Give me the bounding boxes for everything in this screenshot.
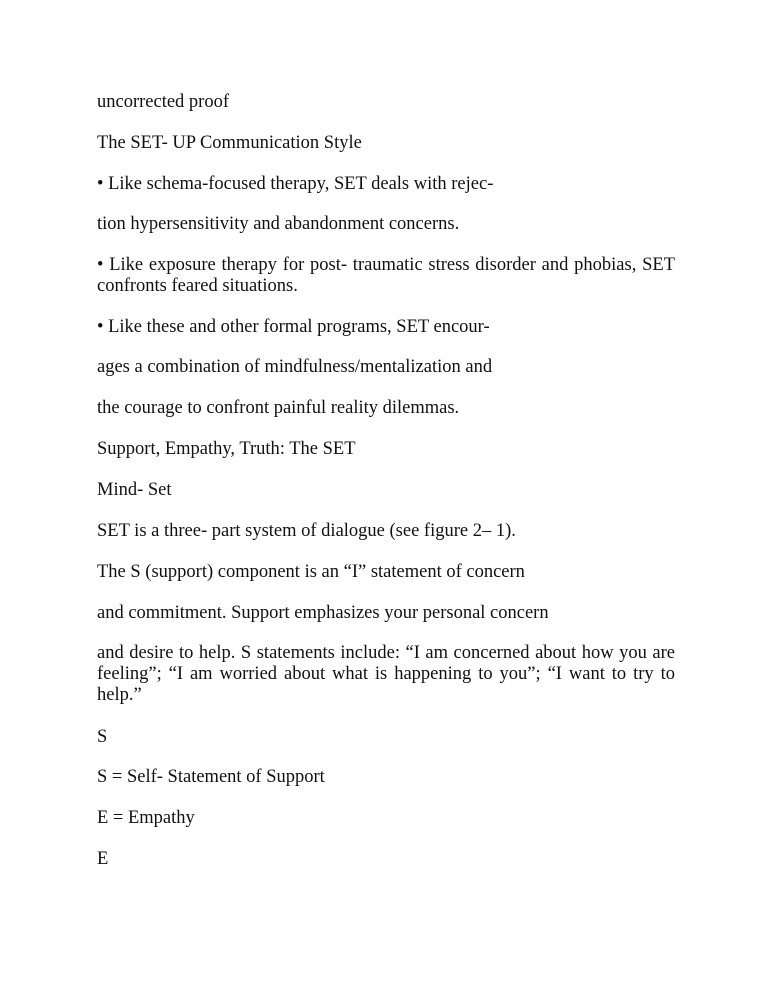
- bullet-3-line-1: • Like these and other formal programs, SET encour-: [97, 317, 490, 337]
- body-paragraph-3: and commitment. Support emphasizes your personal concern: [97, 603, 549, 623]
- figure-letter-e: E: [97, 849, 109, 869]
- legend-e: E = Empathy: [97, 808, 195, 828]
- bullet-3-line-3: the courage to confront painful reality dilemmas.: [97, 398, 460, 418]
- subheading-line-1: Support, Empathy, Truth: The SET: [97, 439, 356, 459]
- bullet-2: • Like exposure therapy for post- traumatic stress disorder and phobias, SET confronts feared situations.: [97, 255, 675, 296]
- section-title: The SET- UP Communication Style: [97, 133, 362, 153]
- bullet-1-line-1: • Like schema-focused therapy, SET deals with rejec-: [97, 174, 494, 194]
- body-paragraph-2: The S (support) component is an “I” statement of concern: [97, 562, 525, 582]
- figure-letter-s: S: [97, 727, 108, 747]
- subheading-line-2: Mind- Set: [97, 480, 172, 500]
- legend-s: S = Self- Statement of Support: [97, 767, 325, 787]
- proof-note: uncorrected proof: [97, 92, 230, 112]
- bullet-3-line-2: ages a combination of mindfulness/mentalization and: [97, 357, 493, 377]
- body-paragraph-1: SET is a three- part system of dialogue (see figure 2– 1).: [97, 521, 516, 541]
- body-paragraph-4: and desire to help. S statements include: “I am concerned about how you are feeling”; “I am worried about what is happening to you”; “I want to try to help.”: [97, 643, 675, 705]
- bullet-1-line-2: tion hypersensitivity and abandonment concerns.: [97, 214, 460, 234]
